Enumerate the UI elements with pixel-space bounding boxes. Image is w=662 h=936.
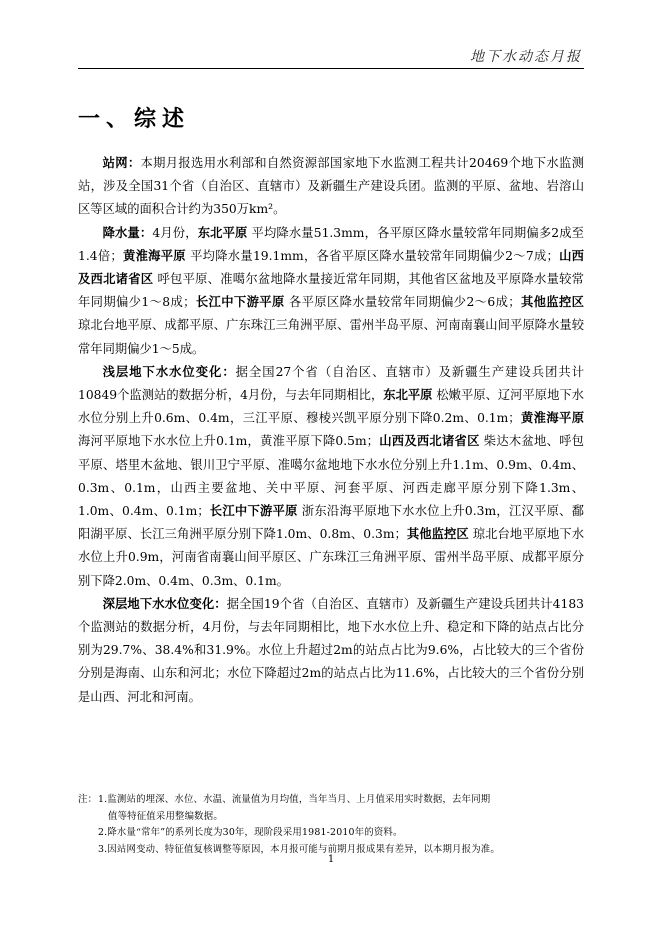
region-northeast-plain: 东北平原 bbox=[197, 225, 248, 240]
shallow-groundwater-label: 浅层地下水水位变化： bbox=[102, 364, 236, 379]
note-item: 2.降水量“常年”的系列长度为30年，现阶段采用1981-2010年的资料。 bbox=[98, 827, 403, 838]
precipitation-text: 4月份， bbox=[152, 225, 198, 240]
running-header: 地下水动态月报 bbox=[470, 49, 582, 65]
paragraph-precipitation bbox=[78, 222, 584, 361]
shallow-groundwater-text: 海河平原地下水水位上升0.1m，黄淮平原下降0.5m； bbox=[78, 434, 379, 449]
footnotes bbox=[78, 792, 590, 858]
shallow-groundwater-text: 柴达木盆地、呼包平原、塔里木盆地、银川卫宁平原、准噶尔盆地地下水水位分别上升1.1m、0.9m、0.4m、0.3m、0.1m，山西主要盆地、关中平原、河套平原、河西走廊平原分别下降1.3m、1.0m、0.4m、0.1m； bbox=[78, 434, 584, 519]
notes-label: 注： bbox=[78, 794, 98, 805]
header-rule bbox=[78, 68, 584, 69]
region-other-monitoring: 其他监控区 bbox=[406, 527, 469, 542]
region-yangtze-plain: 长江中下游平原 bbox=[195, 295, 285, 310]
shallow-groundwater-text: 松嫩平原、辽河平原地下水水位分别上升0.6m、0.4m，三江平原、穆棱兴凯平原分别下降0.2m、0.1m； bbox=[78, 388, 584, 426]
summary-body bbox=[78, 152, 584, 709]
paragraph-station-network bbox=[78, 152, 584, 222]
region-huanghuaihai-plain: 黄淮海平原 bbox=[520, 411, 584, 426]
deep-groundwater-text: 据全国19个省（自治区、直辖市）及新疆生产建设兵团共计4183个监测站的数据分析，4月份，与去年同期相比，地下水水位上升、稳定和下降的站点占比分别为29.7%、38.4%和31.9%。水位上升超过2m的站点占比为9.6%，占比较大的三个省份分别是海南、山东和河北；水位下降超过2m的站点占比为11.6%，占比较大的三个省份分别是山西、河北和河南。 bbox=[78, 596, 584, 704]
precipitation-label: 降水量： bbox=[102, 225, 153, 240]
precipitation-text: 平均降水量51.3mm，各平原区降水量较常年同期偏多2成至1.4倍； bbox=[78, 225, 584, 263]
note-item: 3.因站网变动、特征值复核调整等原因，本月报可能与前期月报成果有差异，以本期月报为准。 bbox=[98, 843, 500, 855]
precipitation-text: 琼北台地平原、成都平原、广东珠江三角洲平原、雷州半岛平原、河南南襄山间平原降水量较常年同期偏少1～5成。 bbox=[78, 318, 584, 356]
region-shanxi-northwest: 山西及西北诸省区 bbox=[378, 434, 480, 449]
region-huanghuaihai-plain: 黄淮海平原 bbox=[122, 248, 186, 263]
paragraph-shallow-groundwater bbox=[78, 361, 584, 593]
shallow-groundwater-text: 据全国27个省（自治区、直辖市）及新疆生产建设兵团共计10849个监测站的数据分析，4月份，与去年同期相比， bbox=[78, 364, 584, 403]
section-title: 一、综述 bbox=[78, 107, 191, 132]
station-network-label: 站网： bbox=[102, 156, 141, 170]
shallow-groundwater-text: 琼北台地平原地下水水位上升0.9m，河南省南襄山间平原区、广东珠江三角洲平原、雷州半岛平原、成都平原分别下降2.0m、0.4m、0.3m、0.1m。 bbox=[78, 527, 584, 588]
region-shanxi-northwest: 山西及西北诸省区 bbox=[78, 248, 584, 287]
station-network-text: 本期月报选用水利部和自然资源部国家地下水监测工程共计20469个地下水监测站，涉及全国31个省（自治区、直辖市）及新疆生产建设兵团。监测的平原、盆地、岩溶山区等区域的面积合计约为350万km²。 bbox=[78, 156, 584, 217]
note-item-continued: 值等特征值采用整编数据。 bbox=[108, 810, 223, 822]
page-number: 1 bbox=[327, 854, 335, 865]
deep-groundwater-label: 深层地下水水位变化： bbox=[102, 596, 227, 611]
note-item: 1.监测站的埋深、水位、水温、流量值为月均值，当年当月、上月值采用实时数据，去年同期 bbox=[98, 794, 491, 805]
region-northeast-plain: 东北平原 bbox=[383, 388, 433, 403]
region-other-monitoring: 其他监控区 bbox=[520, 295, 584, 310]
precipitation-text: 平均降水量19.1mm，各省平原区降水量较常年同期偏少2～7成； bbox=[185, 248, 559, 263]
shallow-groundwater-text: 浙东沿海平原地下水水位上升0.3m，江汉平原、鄱阳湖平原、长江三角洲平原分别下降1.0m、0.8m、0.3m； bbox=[78, 504, 584, 542]
precipitation-text: 呼包平原、准噶尔盆地降水量接近常年同期，其他省区盆地及平原降水量较常年同期偏少1～8成； bbox=[78, 272, 584, 310]
precipitation-text: 各平原区降水量较常年同期偏少2～6成； bbox=[284, 295, 521, 310]
paragraph-deep-groundwater bbox=[78, 593, 584, 709]
region-yangtze-plain: 长江中下游平原 bbox=[209, 504, 298, 519]
